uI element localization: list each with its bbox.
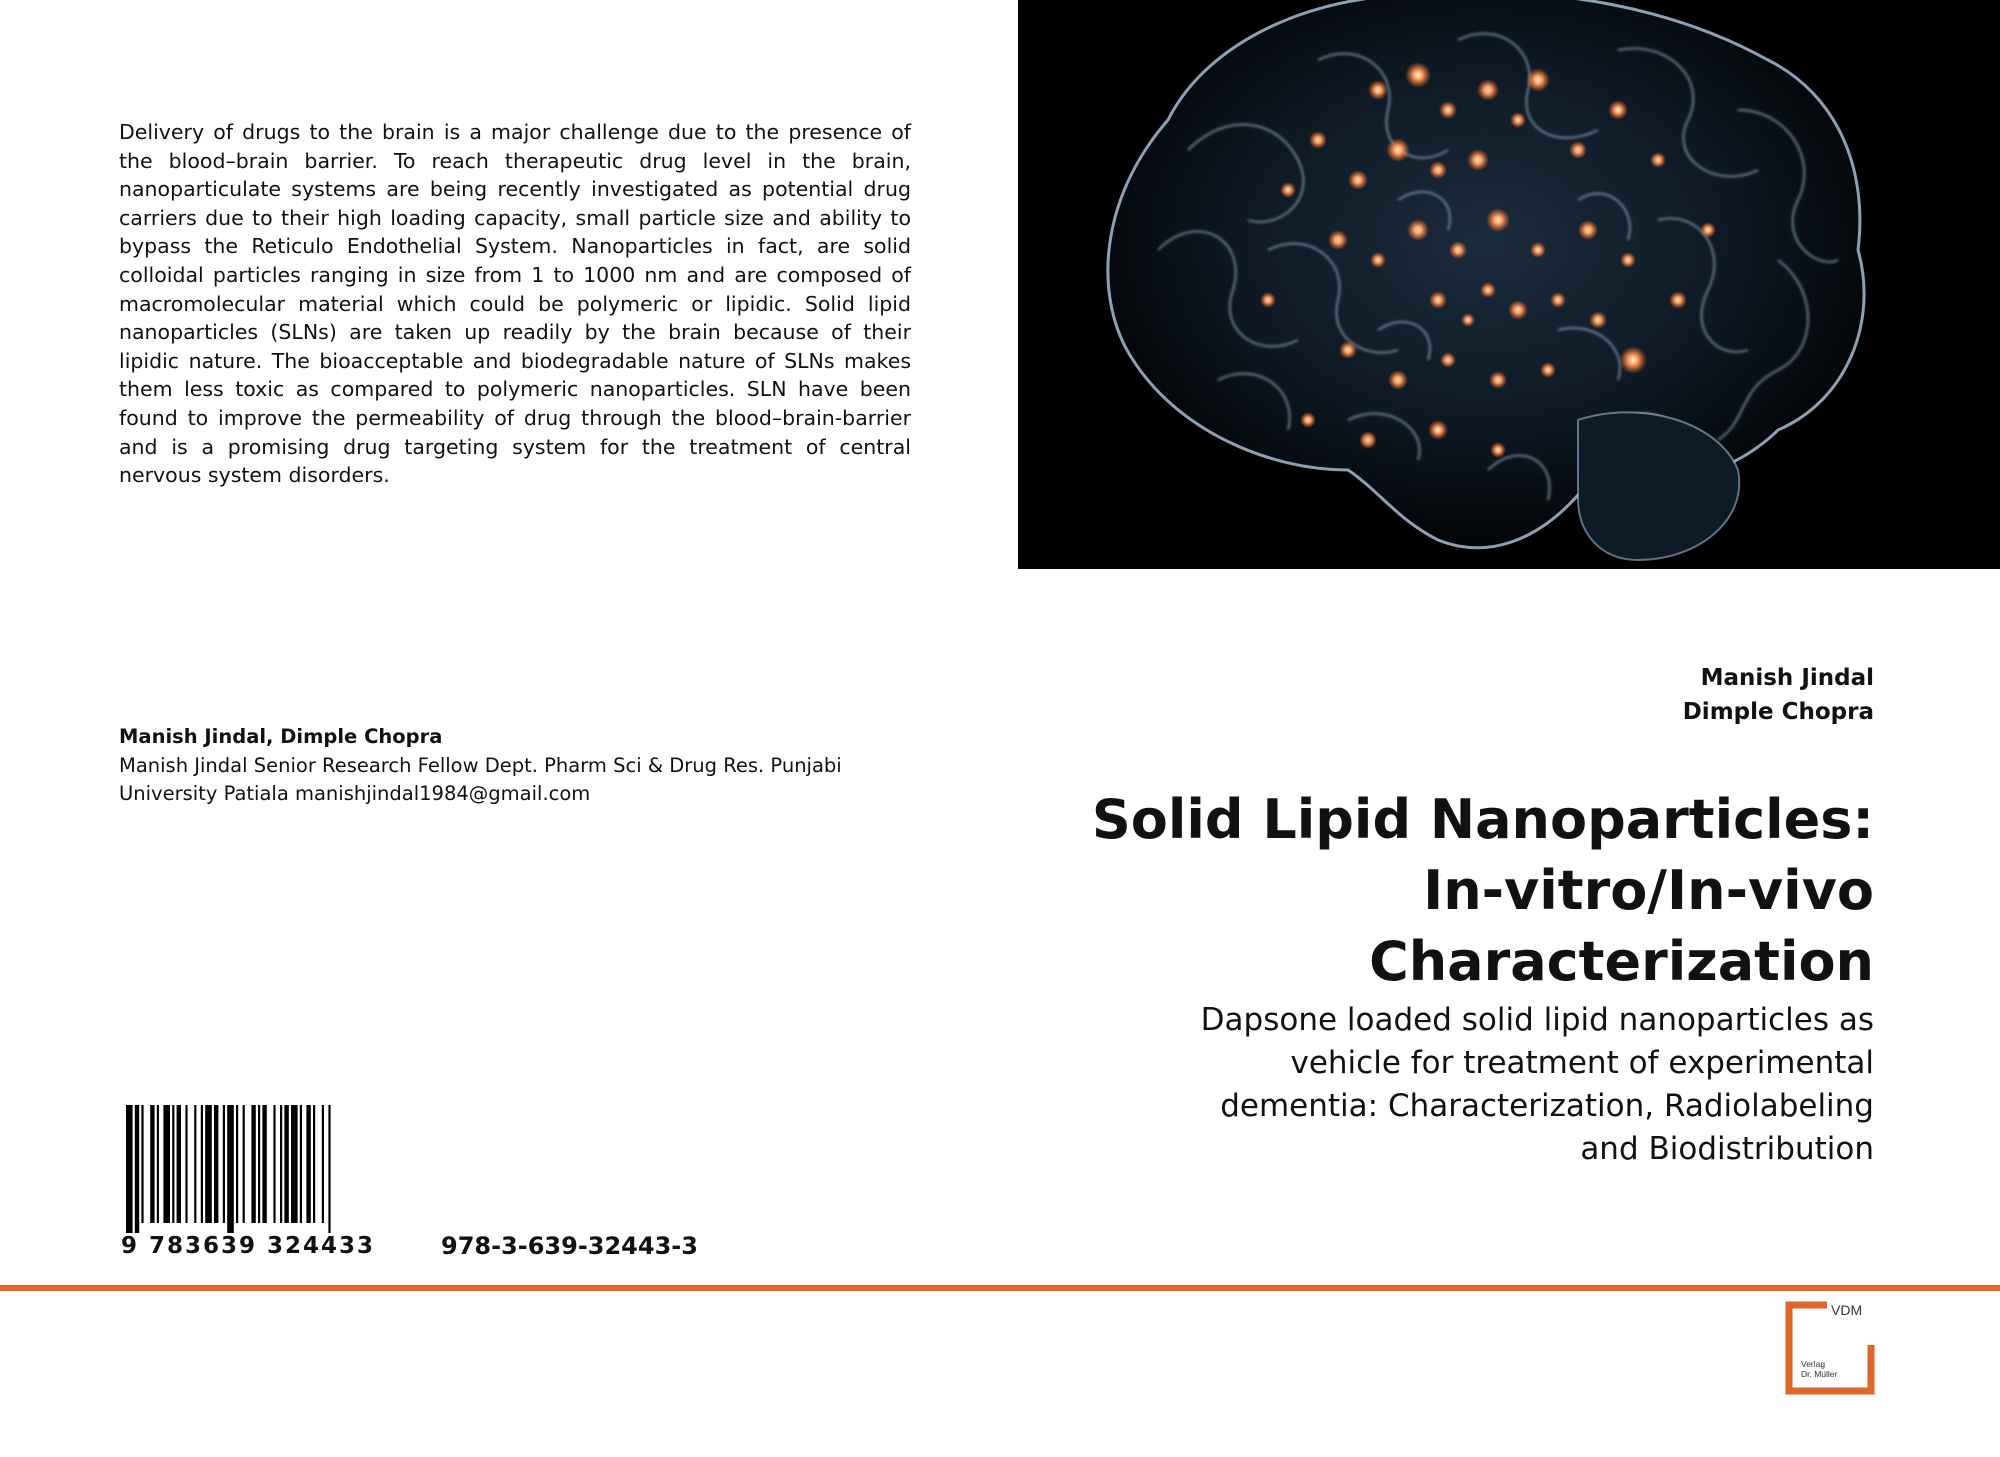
barcode-bar bbox=[273, 1105, 275, 1223]
barcode-bar bbox=[284, 1105, 288, 1223]
barcode-bar bbox=[126, 1105, 133, 1233]
barcode-bar bbox=[236, 1105, 238, 1223]
publisher-logo bbox=[1781, 1299, 1877, 1397]
isbn-barcode bbox=[126, 1105, 412, 1233]
subtitle-line: vehicle for treatment of experimental bbox=[1290, 1045, 1874, 1081]
barcode-bar bbox=[291, 1105, 298, 1223]
barcode-bar bbox=[177, 1105, 181, 1223]
barcode-bar bbox=[300, 1105, 302, 1223]
barcode-bar bbox=[280, 1105, 282, 1223]
vdm-logo-frame-icon bbox=[1781, 1299, 1877, 1397]
brain-illustration bbox=[1018, 0, 2000, 569]
barcode-bar bbox=[205, 1105, 212, 1223]
book-subtitle bbox=[1014, 999, 1874, 1171]
barcode-bar bbox=[328, 1105, 330, 1233]
barcode-bar bbox=[172, 1105, 174, 1223]
barcode-bar bbox=[135, 1105, 139, 1233]
title-line: Solid Lipid Nanoparticles: bbox=[1091, 788, 1874, 851]
barcode-bar bbox=[258, 1105, 260, 1223]
imprint-line: Verlag bbox=[1801, 1359, 1826, 1369]
barcode-bar bbox=[141, 1105, 143, 1223]
barcode-bar bbox=[262, 1105, 266, 1223]
subtitle-line: and Biodistribution bbox=[1580, 1131, 1874, 1167]
front-author-name: Dimple Chopra bbox=[1682, 699, 1874, 725]
publisher-imprint bbox=[1801, 1359, 1837, 1379]
publisher-name: VDM bbox=[1831, 1302, 1863, 1318]
barcode-bar bbox=[322, 1105, 324, 1223]
subtitle-line: dementia: Characterization, Radiolabeling bbox=[1220, 1088, 1874, 1124]
barcode-bar bbox=[185, 1105, 187, 1223]
back-cover-blurb: Delivery of drugs to the brain is a major challenge due to the presence of the blood–brain barrier. To reach therapeutic drug level in the brain, nanoparticulate systems are being recently investigated as potential drug carriers due to their high loading capacity, small particle size and ability to bypass the Reticulo Endothelial System. Nanoparticles in fact, are solid colloidal particles ranging in size from 1 to 1000 nm and are composed of macromolecular material which could be polymeric or lipidic. Solid lipid nanoparticles (SLNs) are taken up readily by the brain because of their lipidic nature. The bioacceptable and biodegradable nature of SLNs makes them less toxic as compared to polymeric nanoparticles. SLN have been found to improve the permeability of drug through the blood–brain-barrier and is a promising drug targeting system for the treatment of central nervous system disorders. bbox=[119, 120, 911, 488]
orange-divider bbox=[0, 1285, 2000, 1291]
title-line: In-vitro/In-vivo bbox=[1423, 859, 1874, 922]
barcode-bar bbox=[163, 1105, 170, 1223]
author-bio: Manish Jindal Senior Research Fellow Dept. Pharm Sci & Drug Res. Punjabi University Patiala manishjindal1984@gmail.com bbox=[119, 754, 842, 805]
isbn-number: 978-3-639-32443-3 bbox=[441, 1232, 698, 1260]
imprint-line: Dr. Müller bbox=[1801, 1369, 1838, 1379]
back-authors: Manish Jindal, Dimple Chopra bbox=[119, 725, 443, 748]
barcode-bar bbox=[157, 1105, 159, 1223]
barcode-bar bbox=[223, 1105, 225, 1223]
book-title bbox=[974, 784, 1874, 997]
title-line: Characterization bbox=[1369, 930, 1874, 993]
front-author-name: Manish Jindal bbox=[1700, 665, 1874, 691]
barcode-bar bbox=[243, 1105, 245, 1223]
subtitle-line: Dapsone loaded solid lipid nanoparticles as bbox=[1200, 1002, 1874, 1038]
barcode-bar bbox=[194, 1105, 196, 1223]
barcode-digits: 9 783639 324433 bbox=[121, 1233, 376, 1259]
barcode-bar bbox=[201, 1105, 203, 1223]
barcode-bar bbox=[150, 1105, 154, 1223]
barcode-bar bbox=[214, 1105, 218, 1223]
barcode-bar bbox=[227, 1105, 234, 1233]
barcode-bar bbox=[306, 1105, 310, 1223]
barcode-bar bbox=[251, 1105, 255, 1223]
barcode-bar bbox=[313, 1105, 315, 1223]
